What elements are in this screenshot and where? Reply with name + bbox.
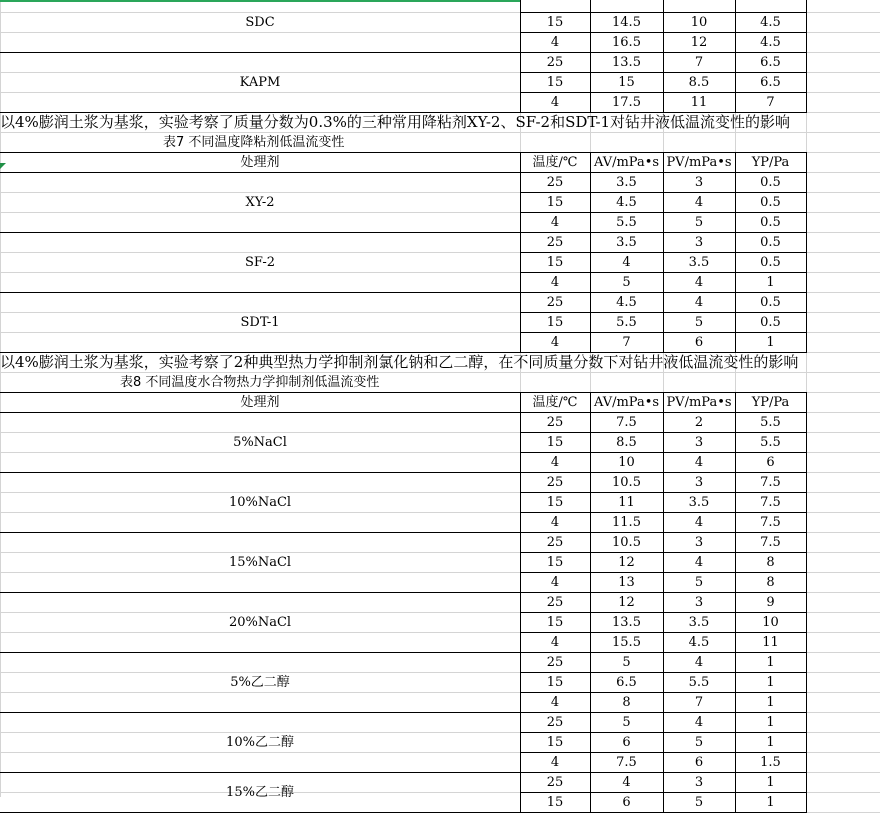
grid-line	[806, 532, 807, 593]
grid-line	[0, 232, 806, 233]
grid-line	[520, 592, 521, 653]
data-cell[interactable]: 4	[550, 274, 560, 290]
grid-line	[663, 532, 664, 593]
data-cell[interactable]: 25	[546, 54, 564, 70]
data-cell[interactable]: 0.5	[760, 314, 781, 330]
data-cell[interactable]: 8.5	[616, 434, 637, 450]
grid-line	[0, 772, 806, 773]
data-cell[interactable]: 0.5	[760, 234, 781, 250]
grid-line	[0, 412, 806, 413]
data-cell[interactable]: 8.5	[688, 74, 710, 90]
header-cell[interactable]: PV/mPa•s	[666, 394, 732, 410]
table-caption: 表7 不同温度降粘剂低温流变性	[163, 134, 345, 150]
data-cell[interactable]: 17.5	[612, 94, 641, 110]
grid-line	[520, 232, 521, 293]
grid-line	[590, 532, 591, 593]
data-cell[interactable]: 1.5	[760, 754, 781, 770]
grid-line	[663, 52, 664, 113]
data-cell[interactable]: 5.5	[616, 214, 637, 230]
data-cell[interactable]	[590, 0, 663, 12]
grid-line	[590, 152, 591, 173]
data-cell[interactable]: 25	[546, 294, 564, 310]
data-cell[interactable]: 0.5	[760, 254, 781, 270]
data-cell[interactable]: 7.5	[760, 494, 781, 510]
data-cell[interactable]: 15.5	[612, 634, 641, 650]
grid-line	[520, 472, 521, 533]
data-cell[interactable]: 3	[694, 434, 704, 450]
data-cell[interactable]: 5.5	[616, 314, 637, 330]
data-cell[interactable]: 4	[694, 454, 704, 470]
data-cell[interactable]: 10	[690, 14, 708, 30]
data-cell[interactable]: 3	[694, 534, 704, 550]
data-cell[interactable]: 15	[546, 14, 564, 30]
grid-line	[806, 292, 807, 353]
data-cell[interactable]: 10	[618, 454, 635, 470]
data-cell[interactable]: 10.5	[612, 534, 641, 550]
data-cell[interactable]: 16.5	[612, 34, 641, 50]
data-cell[interactable]: 15	[546, 494, 564, 510]
grid-line	[735, 232, 736, 293]
data-cell[interactable]: 4.5	[616, 294, 637, 310]
data-cell[interactable]: 7.5	[760, 474, 781, 490]
data-cell[interactable]: 5	[694, 734, 704, 750]
treatment-agent-cell[interactable]: 15%NaCl	[228, 554, 292, 570]
data-cell[interactable]: 4	[550, 34, 560, 50]
data-cell[interactable]: 3.5	[688, 254, 710, 270]
treatment-agent-cell[interactable]: SF-2	[244, 254, 275, 270]
data-cell[interactable]: 1	[766, 694, 775, 710]
grid-line	[663, 152, 664, 173]
data-cell[interactable]: 15	[546, 614, 564, 630]
treatment-agent-cell[interactable]: 5%乙二醇	[230, 674, 290, 690]
grid-line	[663, 412, 664, 473]
description-text: 以4%膨润土浆为基浆，实验考察了质量分数为0.3%的三种常用降粘剂XY-2、SF-2和SDT-1对钻井液低温流变性的影响	[0, 112, 791, 131]
data-cell[interactable]: 14.5	[612, 14, 641, 30]
data-cell[interactable]: 0.5	[760, 174, 781, 190]
grid-line	[520, 392, 521, 413]
data-cell[interactable]: 4	[550, 94, 560, 110]
grid-line	[590, 652, 591, 713]
grid-line	[0, 52, 806, 53]
data-cell[interactable]: 4	[550, 754, 560, 770]
grid-line	[0, 172, 806, 173]
grid-line	[0, 392, 806, 393]
data-cell[interactable]: 12	[690, 34, 708, 50]
treatment-agent-cell[interactable]: 10%乙二醇	[226, 734, 294, 750]
data-cell[interactable]: 4.5	[760, 34, 781, 50]
data-cell[interactable]: 7	[622, 334, 631, 350]
grid-line	[806, 412, 807, 473]
grid-line	[0, 592, 806, 593]
data-cell[interactable]: 15	[546, 794, 564, 810]
data-cell[interactable]: 13.5	[612, 614, 641, 630]
data-cell[interactable]	[663, 0, 735, 12]
data-cell[interactable]: 13	[618, 574, 635, 590]
grid-line	[590, 172, 591, 233]
data-cell[interactable]: 4	[550, 574, 560, 590]
selection-border	[0, 0, 520, 2]
grid-line	[520, 172, 521, 233]
grid-line	[0, 652, 806, 653]
data-cell[interactable]: 6	[622, 734, 631, 750]
data-cell[interactable]: 7	[694, 694, 704, 710]
data-cell[interactable]: 5.5	[760, 434, 781, 450]
data-cell[interactable]: 1	[766, 674, 775, 690]
data-cell[interactable]: 25	[546, 234, 564, 250]
data-cell[interactable]: 13.5	[612, 54, 641, 70]
grid-line	[590, 292, 591, 353]
header-cell[interactable]: PV/mPa•s	[666, 154, 732, 170]
grid-line	[806, 712, 807, 773]
data-cell[interactable]: 8	[766, 574, 775, 590]
grid-line	[735, 652, 736, 713]
grid-line	[735, 772, 736, 813]
grid-line	[520, 292, 521, 353]
grid-line	[590, 392, 591, 413]
data-cell[interactable]: 5	[622, 274, 631, 290]
data-cell[interactable]: 3	[694, 594, 704, 610]
grid-line	[590, 0, 591, 53]
description-text: 以4%膨润土浆为基浆，实验考察了2种典型热力学抑制剂氯化钠和乙二醇，在不同质量分数下对钻井液低温流变性的影响	[0, 352, 799, 371]
data-cell[interactable]: 15	[546, 74, 564, 90]
data-cell[interactable]: 4	[694, 714, 704, 730]
treatment-agent-cell[interactable]: 10%NaCl	[228, 494, 292, 510]
data-cell[interactable]: 3.5	[616, 234, 637, 250]
header-cell[interactable]: AV/mPa•s	[593, 154, 660, 170]
grid-line	[806, 592, 807, 653]
data-cell[interactable]: 4	[550, 454, 560, 470]
data-cell[interactable]: 1	[766, 654, 775, 670]
data-cell[interactable]: 4	[694, 194, 704, 210]
grid-line	[590, 472, 591, 533]
data-cell[interactable]: 25	[546, 594, 564, 610]
grid-line	[0, 532, 806, 533]
data-cell[interactable]: 4.5	[760, 14, 781, 30]
grid-line	[663, 392, 664, 413]
data-cell[interactable]: 7.5	[760, 514, 781, 530]
data-cell[interactable]: 11	[690, 94, 708, 110]
data-cell[interactable]: 1	[766, 334, 775, 350]
data-cell[interactable]: 6	[694, 334, 704, 350]
grid-line	[735, 472, 736, 533]
data-cell[interactable]: 25	[546, 774, 564, 790]
grid-line	[806, 0, 807, 53]
data-cell[interactable]	[735, 0, 806, 12]
data-cell[interactable]: 3.5	[688, 614, 710, 630]
grid-line	[520, 652, 521, 713]
grid-line	[806, 392, 807, 413]
data-cell[interactable]: 9	[766, 594, 775, 610]
data-cell[interactable]: 1	[766, 714, 775, 730]
grid-line	[520, 152, 521, 173]
treatment-agent-cell[interactable]: KAPM	[239, 74, 281, 90]
grid-line	[663, 652, 664, 713]
data-cell[interactable]: 4	[550, 514, 560, 530]
data-cell[interactable]: 15	[546, 734, 564, 750]
data-cell[interactable]: 2	[694, 414, 704, 430]
data-cell[interactable]: 11.5	[612, 514, 641, 530]
data-cell[interactable]: 7.5	[616, 754, 637, 770]
data-cell[interactable]: 1	[766, 274, 775, 290]
grid-line	[590, 712, 591, 773]
data-cell[interactable]: 3.5	[688, 494, 710, 510]
data-cell[interactable]: 4	[694, 294, 704, 310]
data-cell[interactable]: 0.5	[760, 194, 781, 210]
grid-line	[806, 772, 807, 813]
data-cell[interactable]: 10.5	[612, 474, 641, 490]
cell-marker-icon	[0, 163, 6, 169]
treatment-agent-cell[interactable]: 15%乙二醇	[226, 784, 294, 800]
data-cell[interactable]: 4	[694, 554, 704, 570]
grid-line	[806, 472, 807, 533]
header-cell[interactable]: 温度/℃	[532, 394, 578, 410]
data-cell[interactable]: 3	[694, 774, 704, 790]
data-cell[interactable]: 4	[694, 654, 704, 670]
grid-line	[520, 52, 521, 113]
data-cell[interactable]: 12	[618, 554, 635, 570]
grid-line	[0, 292, 806, 293]
data-cell[interactable]: 6.5	[616, 674, 637, 690]
data-cell[interactable]: 3.5	[616, 174, 637, 190]
grid-line	[735, 412, 736, 473]
grid-line	[735, 592, 736, 653]
grid-line	[590, 52, 591, 113]
grid-line	[0, 712, 806, 713]
data-cell[interactable]: 8	[622, 694, 631, 710]
data-cell[interactable]: 4.5	[688, 634, 710, 650]
grid-line	[663, 472, 664, 533]
data-cell[interactable]: 4	[550, 334, 560, 350]
data-cell[interactable]: 8	[766, 554, 775, 570]
grid-line	[735, 172, 736, 233]
grid-line	[590, 592, 591, 653]
grid-line	[663, 232, 664, 293]
grid-line	[0, 132, 880, 133]
data-cell[interactable]: 10	[762, 614, 779, 630]
grid-line	[663, 592, 664, 653]
grid-line	[735, 52, 736, 113]
data-cell[interactable]: 4	[694, 514, 704, 530]
grid-line	[590, 232, 591, 293]
grid-line	[663, 772, 664, 813]
header-cell[interactable]: YP/Pa	[751, 394, 790, 410]
grid-line	[663, 0, 664, 53]
treatment-agent-cell[interactable]: 5%NaCl	[233, 434, 287, 450]
data-cell[interactable]: 4	[622, 254, 631, 270]
data-cell[interactable]: 6	[694, 754, 704, 770]
data-cell[interactable]: 25	[546, 474, 564, 490]
data-cell[interactable]: 4.5	[616, 194, 637, 210]
grid-line	[806, 152, 807, 173]
data-cell[interactable]: 4	[550, 214, 560, 230]
data-cell[interactable]: 7	[694, 54, 704, 70]
data-cell[interactable]: 25	[546, 654, 564, 670]
data-cell[interactable]: 5	[694, 574, 704, 590]
treatment-agent-cell[interactable]: SDC	[245, 14, 275, 30]
data-cell[interactable]: 5	[694, 794, 704, 810]
grid-line	[520, 412, 521, 473]
data-cell[interactable]: 5.5	[688, 674, 710, 690]
grid-line	[735, 152, 736, 173]
table-caption: 表8 不同温度水合物热力学抑制剂低温流变性	[120, 374, 380, 390]
data-cell[interactable]: 6.5	[760, 74, 781, 90]
treatment-agent-cell[interactable]: 20%NaCl	[228, 614, 292, 630]
data-cell[interactable]: 12	[618, 594, 635, 610]
data-cell[interactable]: 5	[622, 714, 631, 730]
data-cell[interactable]: 4	[550, 694, 560, 710]
data-cell[interactable]: 25	[546, 414, 564, 430]
grid-line	[0, 152, 806, 153]
grid-line	[520, 0, 521, 53]
treatment-agent-cell[interactable]: XY-2	[245, 194, 275, 210]
data-cell[interactable]: 15	[546, 554, 564, 570]
data-cell[interactable]: 0.5	[760, 214, 781, 230]
data-cell[interactable]: 15	[546, 674, 564, 690]
data-cell[interactable]: 15	[546, 254, 564, 270]
data-cell[interactable]: 3	[694, 474, 704, 490]
header-cell-agent[interactable]: 处理剂	[240, 154, 280, 170]
grid-line	[735, 0, 736, 53]
grid-line	[663, 712, 664, 773]
data-cell[interactable]: 5.5	[760, 414, 781, 430]
header-cell[interactable]: YP/Pa	[751, 154, 790, 170]
data-cell[interactable]: 6	[766, 454, 775, 470]
data-cell[interactable]: 6.5	[760, 54, 781, 70]
data-cell[interactable]: 11	[762, 634, 779, 650]
grid-line	[735, 712, 736, 773]
grid-line	[806, 652, 807, 713]
data-cell[interactable]: 7.5	[760, 534, 781, 550]
grid-line	[590, 412, 591, 473]
grid-line	[806, 172, 807, 233]
header-cell[interactable]: 温度/℃	[532, 154, 578, 170]
grid-line	[663, 292, 664, 353]
data-cell[interactable]: 3	[694, 234, 704, 250]
data-cell[interactable]: 4	[694, 274, 704, 290]
data-cell[interactable]: 15	[546, 194, 564, 210]
data-cell[interactable]: 4	[550, 634, 560, 650]
treatment-agent-cell[interactable]: SDT-1	[240, 314, 280, 330]
data-cell[interactable]: 0.5	[760, 294, 781, 310]
data-cell[interactable]: 11	[618, 494, 635, 510]
data-cell[interactable]: 1	[766, 774, 775, 790]
data-cell[interactable]: 25	[546, 174, 564, 190]
header-cell[interactable]: AV/mPa•s	[593, 394, 660, 410]
data-cell[interactable]: 25	[546, 714, 564, 730]
data-cell[interactable]	[520, 0, 590, 12]
data-cell[interactable]: 15	[546, 314, 564, 330]
data-cell[interactable]: 25	[546, 534, 564, 550]
data-cell[interactable]: 5	[622, 654, 631, 670]
data-cell[interactable]: 4	[622, 774, 631, 790]
grid-line	[520, 772, 521, 813]
data-cell[interactable]: 15	[546, 434, 564, 450]
header-cell-agent[interactable]: 处理剂	[240, 394, 280, 410]
data-cell[interactable]: 5	[694, 214, 704, 230]
data-cell[interactable]: 1	[766, 734, 775, 750]
grid-line	[735, 532, 736, 593]
grid-line	[735, 292, 736, 353]
grid-line	[0, 472, 806, 473]
grid-line	[806, 52, 807, 113]
data-cell[interactable]: 15	[618, 74, 635, 90]
grid-line	[520, 712, 521, 773]
data-cell[interactable]: 5	[694, 314, 704, 330]
data-cell[interactable]: 6	[622, 794, 631, 810]
grid-line	[806, 232, 807, 293]
grid-line	[663, 172, 664, 233]
data-cell[interactable]: 7.5	[616, 414, 637, 430]
data-cell[interactable]: 1	[766, 794, 775, 810]
grid-line	[520, 532, 521, 593]
grid-line	[590, 772, 591, 813]
data-cell[interactable]: 7	[766, 94, 775, 110]
grid-line	[735, 392, 736, 413]
data-cell[interactable]: 3	[694, 174, 704, 190]
